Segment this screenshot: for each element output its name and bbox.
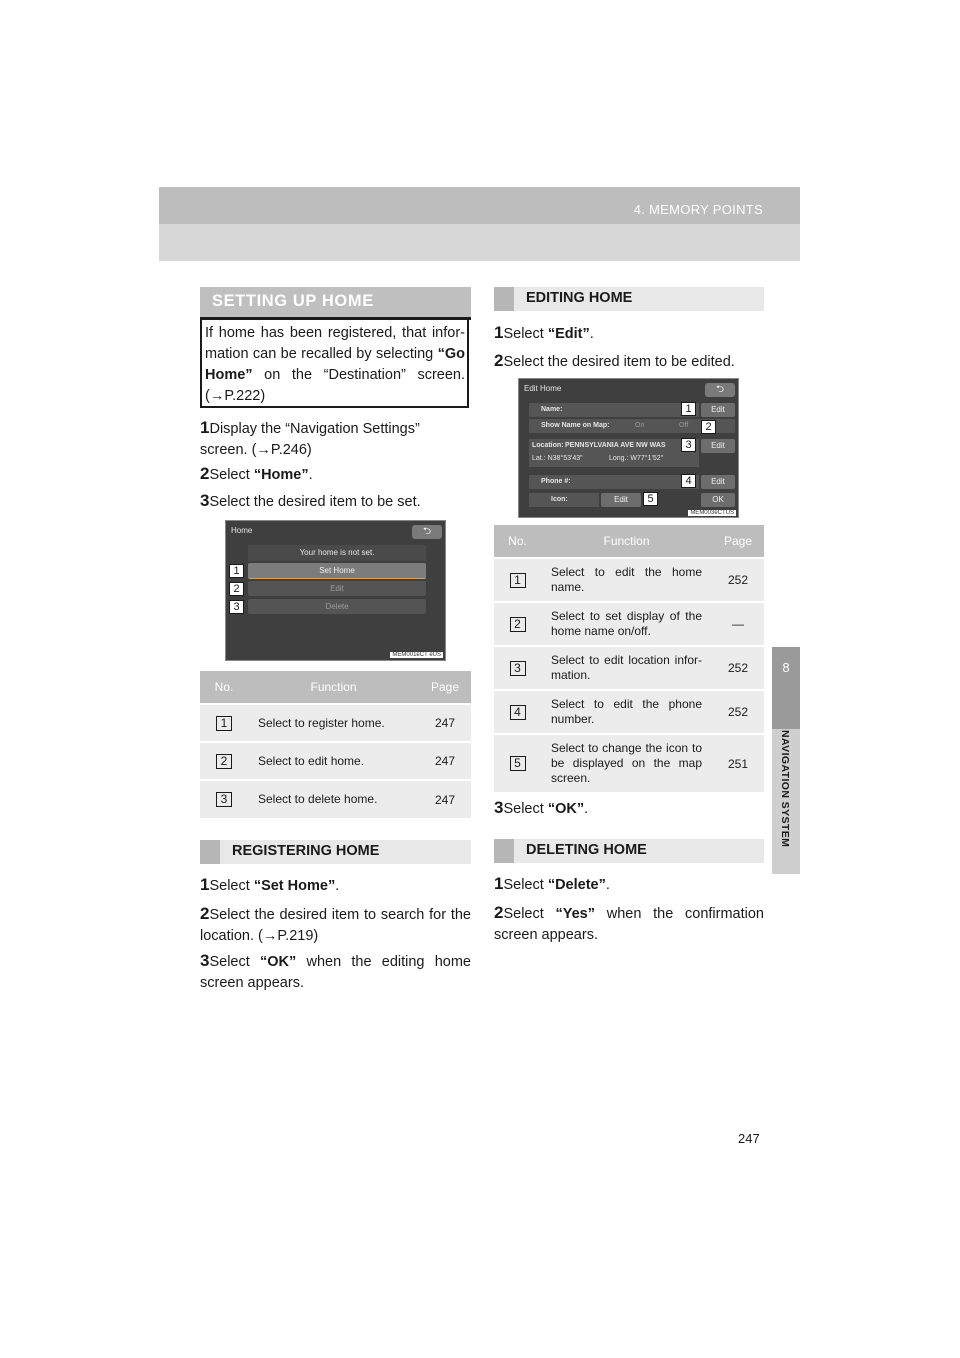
side-tab-label: NAVIGATION SYSTEM: [779, 730, 791, 848]
col-no: No.: [494, 525, 541, 558]
col-function: Function: [541, 525, 712, 558]
edit-button[interactable]: Edit: [248, 581, 426, 596]
edit-phone-button[interactable]: Edit: [701, 475, 735, 489]
register-step-3: 3Select “OK” when the editing home screen appears.: [200, 951, 471, 991]
marker-2: 2: [701, 420, 716, 434]
register-step-1: 1Select “Set Home”.: [200, 875, 340, 894]
delete-step-1: 1Select “Delete”.: [494, 874, 610, 893]
phone-row: Phone #:: [529, 475, 699, 489]
col-page: Page: [712, 525, 764, 558]
ok-button[interactable]: OK: [701, 493, 735, 507]
screen-title: Edit Home: [524, 384, 562, 393]
home-screen-image: [225, 520, 446, 661]
marker-1: 1: [681, 402, 696, 416]
edit-function-table: [494, 525, 764, 792]
edit-step-1: 1Select “Edit”.: [494, 323, 594, 342]
chapter-title: 4. MEMORY POINTS: [633, 202, 763, 217]
icon-row: Icon:: [529, 493, 599, 507]
registering-home-header: REGISTERING HOME: [200, 840, 471, 864]
table-row: 2 Select to edit home. 247: [200, 742, 471, 780]
table-row: 2 Select to set display of the home name on/off. —: [494, 602, 764, 646]
col-page: Page: [419, 671, 471, 704]
edit-home-screen-image: [518, 378, 739, 518]
setup-step-1: 1Display the “Navigation Settings” screen. (→P.246): [200, 418, 420, 458]
name-row: Name:: [529, 403, 699, 417]
setup-step-3: 3Select the desired item to be set.: [200, 491, 421, 510]
edit-location-button[interactable]: Edit: [701, 439, 735, 453]
screen-title: Home: [231, 526, 253, 535]
setup-step-2: 2Select “Home”.: [200, 464, 313, 483]
back-icon[interactable]: ⮌: [705, 383, 735, 397]
edit-name-button[interactable]: Edit: [701, 403, 735, 417]
image-id-tag: MEM001eCT eUS: [392, 652, 441, 658]
table-row: 1 Select to edit the home name. 252: [494, 558, 764, 602]
marker-3: 3: [229, 600, 244, 614]
location-row: Location: PENNSYLVANIA AVE NW WAS Lat.: N38°53'43" Long.: W77°1'52": [529, 439, 699, 467]
header-band-lower: [159, 224, 800, 261]
marker-3: 3: [681, 438, 696, 452]
editing-home-header: EDITING HOME: [494, 287, 764, 311]
table-row: 1 Select to register home. 247: [200, 704, 471, 742]
show-name-row: Show Name on Map: On Off: [529, 419, 735, 433]
marker-2: 2: [229, 582, 244, 596]
marker-5: 5: [643, 492, 658, 506]
home-message: Your home is not set.: [248, 545, 426, 561]
note-text: If home has been registered, that infor-mation can be recalled by selecting “Go Home” on the “Destination” screen. (→P.222): [205, 325, 465, 404]
edit-step-3: 3Select “OK”.: [494, 798, 589, 817]
delete-step-2: 2Select “Yes” when the confirmation screen appears.: [494, 903, 764, 943]
marker-1: 1: [229, 564, 244, 578]
side-tab-number: 8: [782, 660, 790, 675]
setup-function-table: [200, 671, 471, 818]
table-row: 5 Select to change the icon to be displayed on the map screen. 251: [494, 734, 764, 792]
table-row: 4 Select to edit the phone number. 252: [494, 690, 764, 734]
setting-up-home-header: SETTING UP HOME: [200, 287, 471, 320]
delete-button[interactable]: Delete: [248, 599, 426, 614]
image-id-tag: MEM003eCTUS: [690, 510, 734, 516]
table-row: 3 Select to delete home. 247: [200, 780, 471, 818]
deleting-home-header: DELETING HOME: [494, 839, 764, 863]
col-function: Function: [248, 671, 419, 704]
marker-4: 4: [681, 474, 696, 488]
table-row: 3 Select to edit location infor-mation. 252: [494, 646, 764, 690]
register-step-2: 2Select the desired item to search for the location. (→P.219): [200, 904, 471, 944]
edit-icon-button[interactable]: Edit: [601, 493, 641, 507]
set-home-button[interactable]: Set Home: [248, 563, 426, 579]
col-no: No.: [200, 671, 248, 704]
page-number: 247: [738, 1131, 760, 1146]
back-icon[interactable]: ⮌: [412, 525, 442, 539]
edit-step-2: 2Select the desired item to be edited.: [494, 351, 735, 370]
